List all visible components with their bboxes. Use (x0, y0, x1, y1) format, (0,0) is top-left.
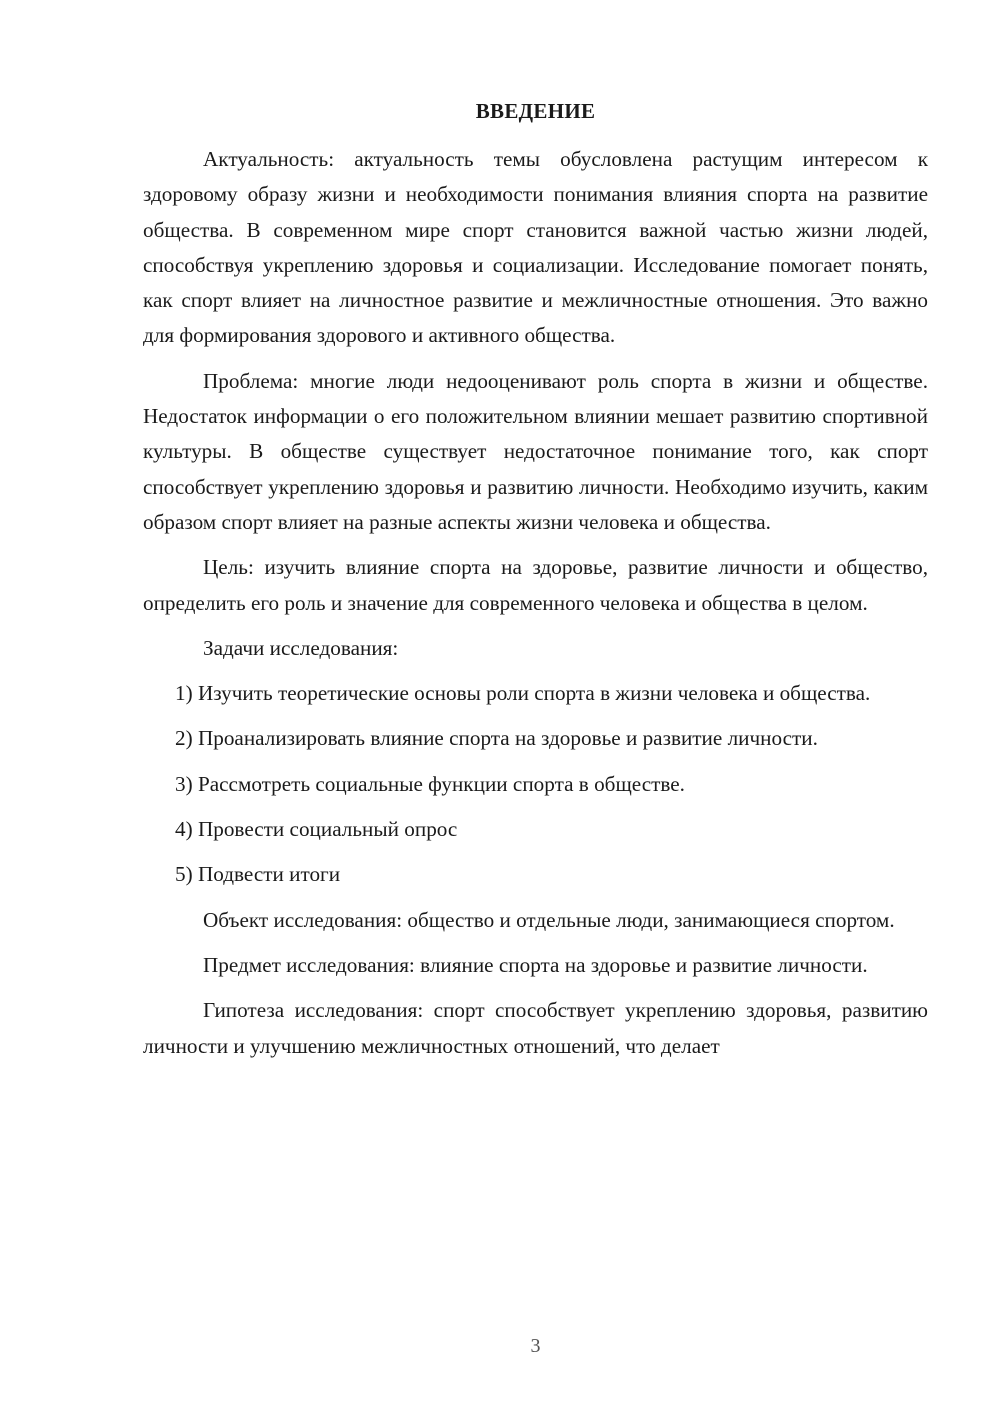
object-paragraph: Объект исследования: общество и отдельные люди, занимающиеся спортом. (203, 907, 895, 932)
task-item-5: 5) Подвести итоги (175, 862, 341, 887)
document-body (143, 142, 928, 1074)
relevance-paragraph: Актуальность: актуальность темы обусловлена растущим интересом к здоровому образу жизни и необходимости понимания влияния спорта на развитие общества. В современном мире спорт становится важной частью жизни людей, способствуя укреплению здоровья и социализации. Исследование помогает понять, как спорт влияет на личностное развитие и межличностные отношения. Это важно для формирования здорового и активного общества. (143, 147, 928, 348)
tasks-heading: Задачи исследования: (203, 635, 399, 660)
task-item-2: 2) Проанализировать влияние спорта на здоровье и развитие личности. (175, 726, 818, 751)
task-item-3: 3) Рассмотреть социальные функции спорта в обществе. (175, 771, 685, 796)
problem-paragraph: Проблема: многие люди недооценивают роль спорта в жизни и обществе. Недостаток информации о его положительном влиянии мешает развитию спортивной культуры. В обществе существует недостаточное понимание того, как спорт способствует укреплению здоровья и развитию личности. Необходимо изучить, каким образом спорт влияет на разные аспекты жизни человека и общества. (143, 368, 928, 534)
goal-paragraph: Цель: изучить влияние спорта на здоровье, развитие личности и общество, определить его роль и значение для современного человека и общества в целом. (143, 555, 928, 615)
hypothesis-paragraph: Гипотеза исследования: спорт способствует укреплению здоровья, развитию личности и улучшению межличностных отношений, что делает (143, 998, 928, 1058)
task-item-1: 1) Изучить теоретические основы роли спорта в жизни человека и общества. (175, 681, 871, 706)
subject-paragraph: Предмет исследования: влияние спорта на здоровье и развитие личности. (203, 952, 868, 977)
document-page (143, 0, 928, 1414)
page-number: 3 (530, 1335, 541, 1357)
task-item-4: 4) Провести социальный опрос (175, 817, 458, 842)
page-title: ВВЕДЕНИЕ (475, 99, 596, 123)
